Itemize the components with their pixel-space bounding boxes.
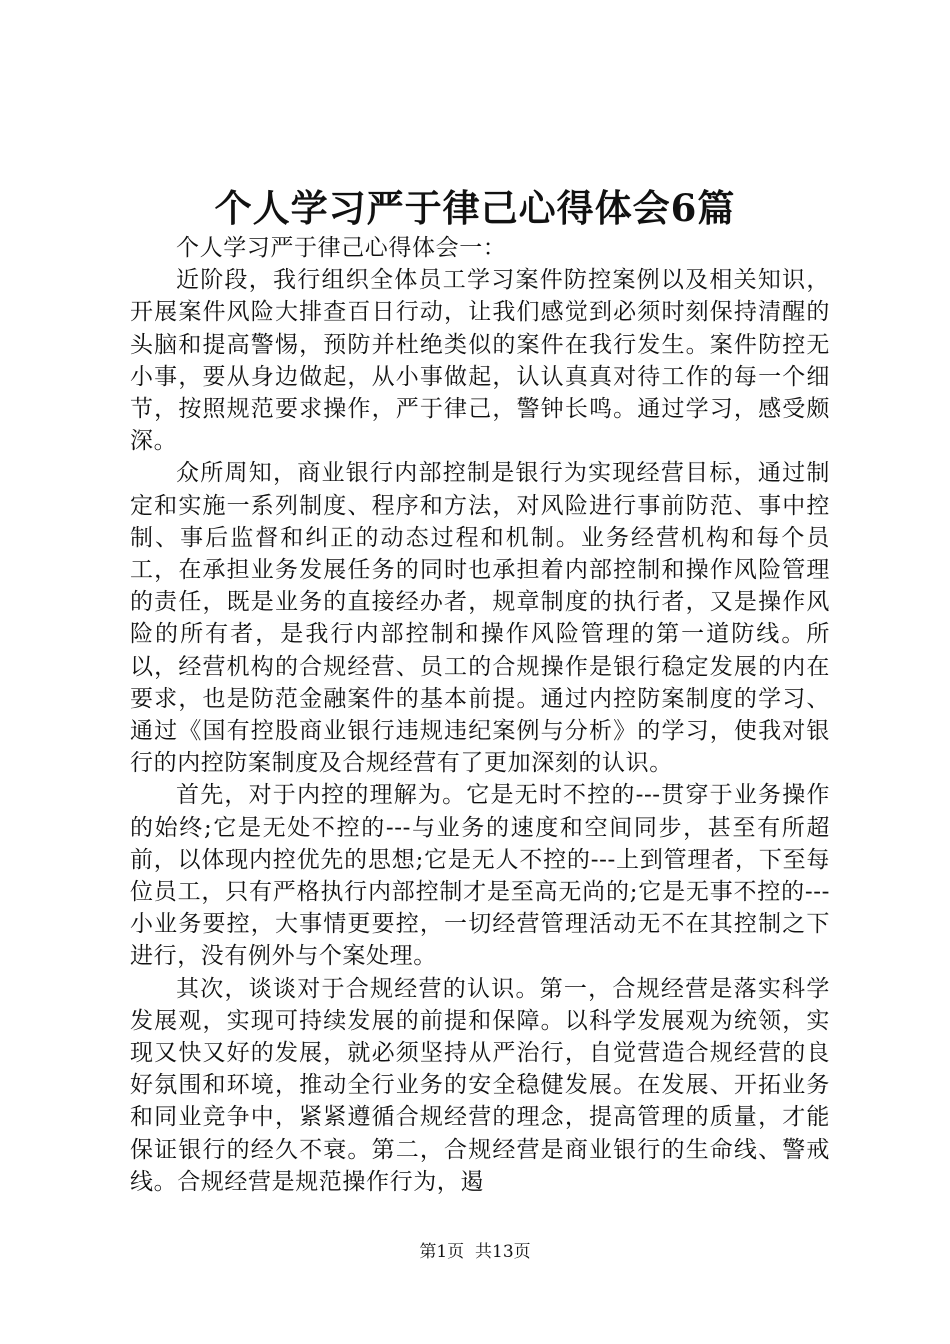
page-number: 第1页 <box>419 1242 465 1262</box>
paragraph-heading: 个人学习严于律己心得体会一： <box>176 235 507 261</box>
page-footer <box>0 1240 950 1264</box>
page-total: 共13页 <box>475 1242 531 1262</box>
paragraph: 首先，对于内控的理解为。它是无时不控的---贯穿于业务操作的始终;它是无处不控的---与业务的速度和空间同步，甚至有所超前，以体现内控优先的思想;它是无人不控的---上到管理者，下至每位员工，只有严格执行内部控制才是至高无尚的;它是无事不控的---小业务要控，大事情更要控，一切经营管理活动无不在其控制之下进行，没有例外与个案处理。 <box>130 782 830 970</box>
paragraph: 众所周知，商业银行内部控制是银行为实现经营目标，通过制定和实施一系列制度、程序和方法，对风险进行事前防范、事中控制、事后监督和纠正的动态过程和机制。业务经营机构和每个员工，在承担业务发展任务的同时也承担着内部控制和操作风险管理的责任，既是业务的直接经办者，规章制度的执行者，又是操作风险的所有者，是我行内部控制和操作风险管理的第一道防线。所以，经营机构的合规经营、员工的合规操作是银行稳定发展的内在要求，也是防范金融案件的基本前提。通过内控防案制度的学习、通过《国有控股商业银行违规违纪案例与分析》的学习，使我对银行的内控防案制度及合规经营有了更加深刻的认识。 <box>130 460 830 777</box>
paragraph: 近阶段，我行组织全体员工学习案件防控案例以及相关知识，开展案件风险大排查百日行动，让我们感觉到必须时刻保持清醒的头脑和提高警惕，预防并杜绝类似的案件在我行发生。案件防控无小事，要从身边做起，从小事做起，认认真真对待工作的每一个细节，按照规范要求操作，严于律己，警钟长鸣。通过学习，感受颇深。 <box>130 267 830 455</box>
document-title: 个人学习严于律己心得体会6篇 <box>214 186 736 230</box>
paragraph: 其次，谈谈对于合规经营的认识。第一，合规经营是落实科学发展观，实现可持续发展的前提和保障。以科学发展观为统领，实现又快又好的发展，就必须坚持从严治行，自觉营造合规经营的良好氛围和环境，推动全行业务的安全稳健发展。在发展、开拓业务和同业竞争中，紧紧遵循合规经营的理念，提高管理的质量，才能保证银行的经久不衰。第二，合规经营是商业银行的生命线、警戒线。合规经营是规范操作行为，遏 <box>130 975 830 1195</box>
document-body <box>130 232 830 1198</box>
